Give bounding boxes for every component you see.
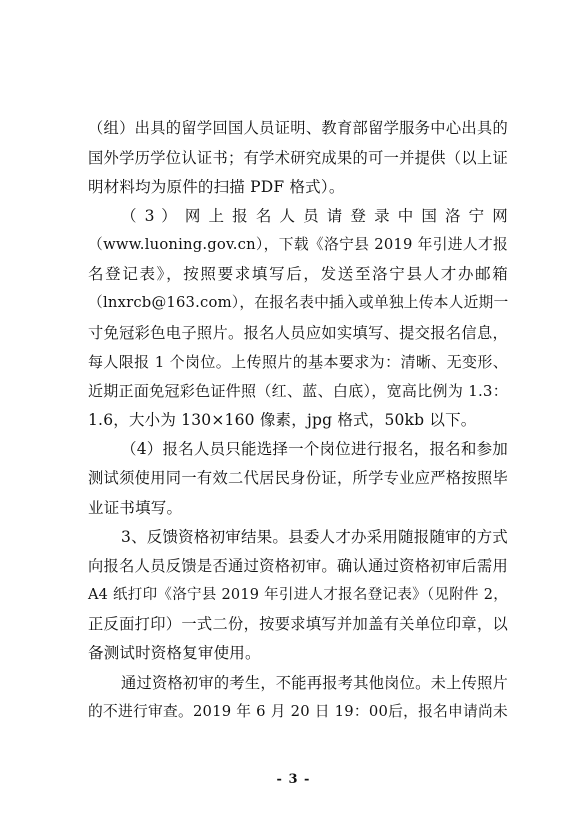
text-line: 寸免冠彩色电子照片。报名人员应如实填写、提交报名信息，: [88, 324, 508, 342]
text-line: （www.luoning.gov.cn），下载《洛宁县 2019 年引进人才报: [88, 236, 508, 253]
text-line: 正反面打印）一式二份，按要求填写并加盖有关单位印章，以: [88, 615, 508, 633]
text-line: 备测试时资格复审使用。: [88, 644, 261, 662]
text-line: 国外学历学位认证书；有学术研究成果的可一并提供（以上证: [88, 149, 508, 167]
text-line: （ 3 ） 网 上 报 名 人 员 请 登 录 中 国 洛 宁 网: [121, 207, 508, 225]
text-line: 明材料均为原件的扫描 PDF 格式）。: [88, 178, 345, 196]
text-line: （lnxrcb@163.com），在报名表中插入或单独上传本人近期一: [88, 294, 509, 311]
text-line: 1.6，大小为 130×160 像素，jpg 格式，50kb 以下。: [88, 411, 477, 429]
text-line: 的不进行审查。2019 年 6 月 20 日 19：00后，报名申请尚未: [88, 703, 508, 720]
text-line: 测试须使用同一有效二代居民身份证，所学专业应严格按照毕: [88, 469, 508, 487]
text-line: 业证书填写。: [88, 499, 183, 517]
text-line: 向报名人员反馈是否通过资格初审。确认通过资格初审后需用: [88, 557, 508, 575]
text-line: （组）出具的留学回国人员证明、教育部留学服务中心出具的: [88, 119, 508, 137]
text-line: 3、反馈资格初审结果。县委人才办采用随报随审的方式: [121, 528, 508, 546]
text-line: （4）报名人员只能选择一个岗位进行报名，报名和参加: [121, 440, 508, 458]
text-line: 近期正面免冠彩色证件照（红、蓝、白底），宽高比例为 1.3：: [88, 382, 508, 400]
text-line: A4 纸打印《洛宁县 2019 年引进人才报名登记表》（见附件 2，: [88, 587, 508, 603]
text-line: 通过资格初审的考生，不能再报考其他岗位。未上传照片: [121, 674, 508, 692]
text-line: 名登记表》，按照要求填写后，发送至洛宁县人才办邮箱: [88, 265, 508, 283]
page-number: - 3 -: [276, 772, 311, 787]
text-line: 每人限报 1 个岗位。上传照片的基本要求为：清晰、无变形、: [88, 353, 508, 371]
